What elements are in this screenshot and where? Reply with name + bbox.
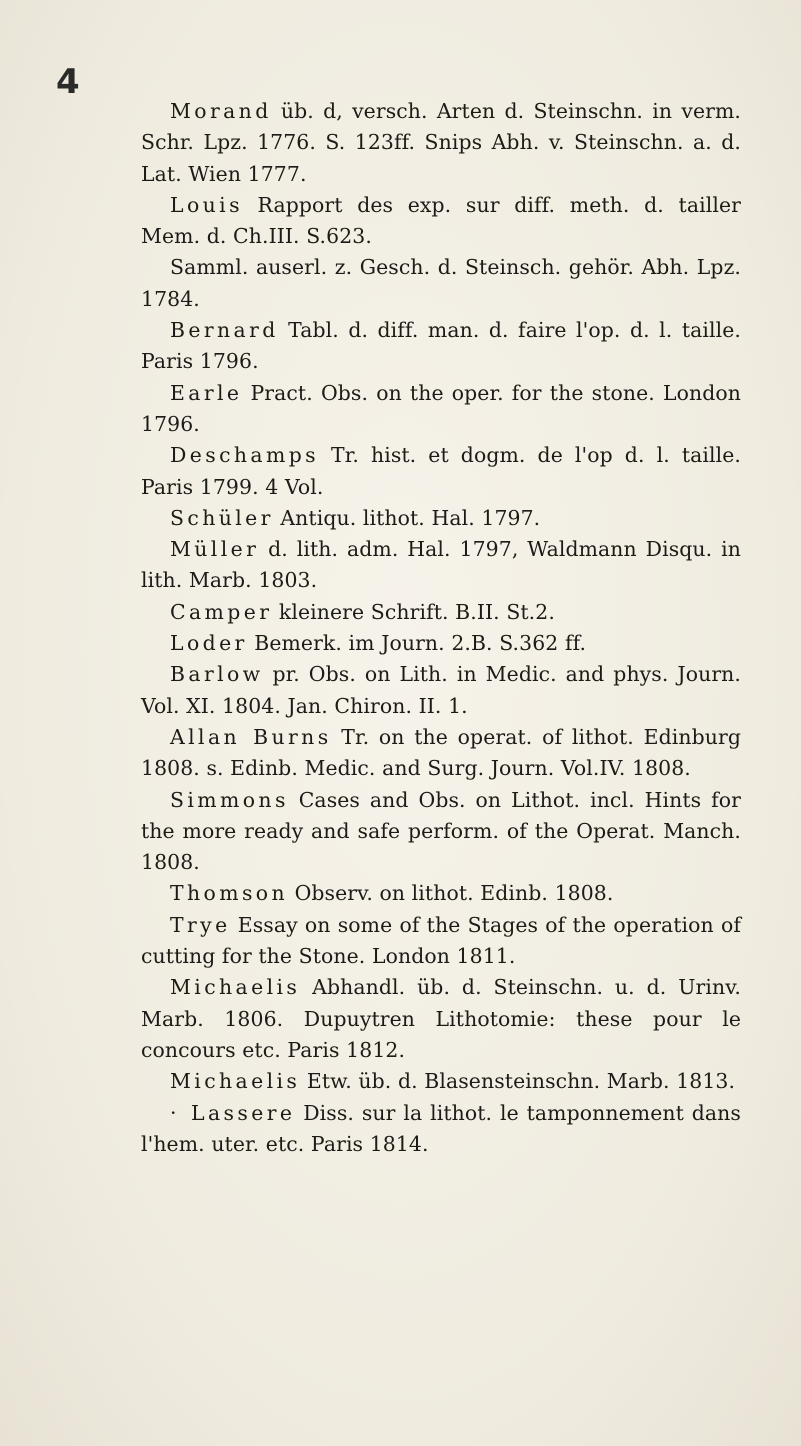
bibliography-entry <box>141 534 741 597</box>
entry-author: Barlow <box>170 662 264 687</box>
bibliography-entry <box>141 96 741 190</box>
bibliography-entry <box>141 315 741 378</box>
bibliography-entry <box>141 503 741 534</box>
entry-author: Michaelis <box>170 975 301 1000</box>
entry-author: Thomson <box>170 881 289 906</box>
entry-text: Observ. on lithot. Edinb. 1808. <box>294 881 614 906</box>
entry-author: Earle <box>170 380 243 405</box>
entry-text: üb. d, versch. Arten d. Steinschn. in verm. Schr. Lpz. 1776. S. 123ff. Snips Abh. v. Steinschn. a. d. Lat. Wien 1777. <box>141 99 741 186</box>
entry-author: Michaelis <box>170 1069 301 1094</box>
bibliography-list <box>141 96 741 1160</box>
bibliography-entry <box>141 785 741 879</box>
page-number: 4 <box>56 62 80 102</box>
entry-text: Tabl. d. diff. man. d. faire l'op. d. l. taille. Paris 1796. <box>141 318 741 374</box>
entry-text: Antiqu. lithot. Hal. 1797. <box>280 505 541 530</box>
entry-text: Pract. Obs. on the oper. for the stone. London 1796. <box>141 380 741 436</box>
entry-author: Deschamps <box>170 443 320 468</box>
entry-text: Etw. üb. d. Blasensteinschn. Marb. 1813. <box>306 1069 736 1094</box>
entry-author: Müller <box>170 537 260 562</box>
bibliography-entry <box>141 378 741 441</box>
bibliography-entry <box>141 659 741 722</box>
entry-author: · Lassere <box>170 1100 296 1125</box>
entry-text: Bemerk. im Journ. 2.B. S.362 ff. <box>254 631 587 656</box>
entry-text: d. lith. adm. Hal. 1797, Waldmann Disqu. in lith. Marb. 1803. <box>141 537 741 593</box>
entry-author: Bernard <box>170 318 279 343</box>
entry-author: Morand <box>170 99 272 123</box>
bibliography-entry <box>141 252 741 315</box>
entry-text: Essay on some of the Stages of the operation of cutting for the Stone. London 1811. <box>141 912 741 969</box>
entry-text: Diss. sur la lithot. le tamponnement dans l'hem. uter. etc. Paris 1814. <box>141 1100 741 1156</box>
entry-text: Cases and Obs. on Lithot. incl. Hints for the more ready and safe perform. of the Operat. Manch. 1808. <box>141 787 741 875</box>
bibliography-entry <box>141 1098 741 1161</box>
bibliography-entry <box>141 722 741 785</box>
entry-author: Schüler <box>170 505 274 530</box>
entry-text: Tr. on the operat. of lithot. Edinburg 1808. s. Edinb. Medic. and Surg. Journ. Vol.IV. 1808. <box>141 724 741 781</box>
entry-author: Trye <box>170 912 231 937</box>
bibliography-entry <box>141 910 741 973</box>
entry-author: Allan Burns <box>170 724 332 749</box>
bibliography-entry <box>141 1066 741 1097</box>
entry-text: Tr. hist. et dogm. de l'op d. l. taille. Paris 1799. 4 Vol. <box>141 443 741 499</box>
bibliography-entry <box>141 972 741 1066</box>
bibliography-entry <box>141 628 741 659</box>
entry-author: Loder <box>170 631 248 656</box>
entry-text: kleinere Schrift. B.II. St.2. <box>278 599 555 624</box>
entry-author: Louis <box>170 192 243 217</box>
entry-text: Rapport des exp. sur diff. meth. d. tailler Mem. d. Ch.III. S.623. <box>141 192 741 249</box>
bibliography-entry <box>141 597 741 628</box>
bibliography-entry <box>141 878 741 909</box>
entry-author: Simmons <box>170 787 289 812</box>
bibliography-entry <box>141 190 741 253</box>
entry-author: Camper <box>170 599 273 624</box>
entry-text: Samml. auserl. z. Gesch. d. Steinsch. gehör. Abh. Lpz. 1784. <box>141 255 741 311</box>
bibliography-entry <box>141 440 741 503</box>
entry-text: pr. Obs. on Lith. in Medic. and phys. Journ. Vol. XI. 1804. Jan. Chiron. II. 1. <box>141 662 741 718</box>
entry-text: Abhandl. üb. d. Steinschn. u. d. Urinv. Marb. 1806. Dupuytren Lithotomie: these pour le concours etc. Paris 1812. <box>141 975 741 1062</box>
